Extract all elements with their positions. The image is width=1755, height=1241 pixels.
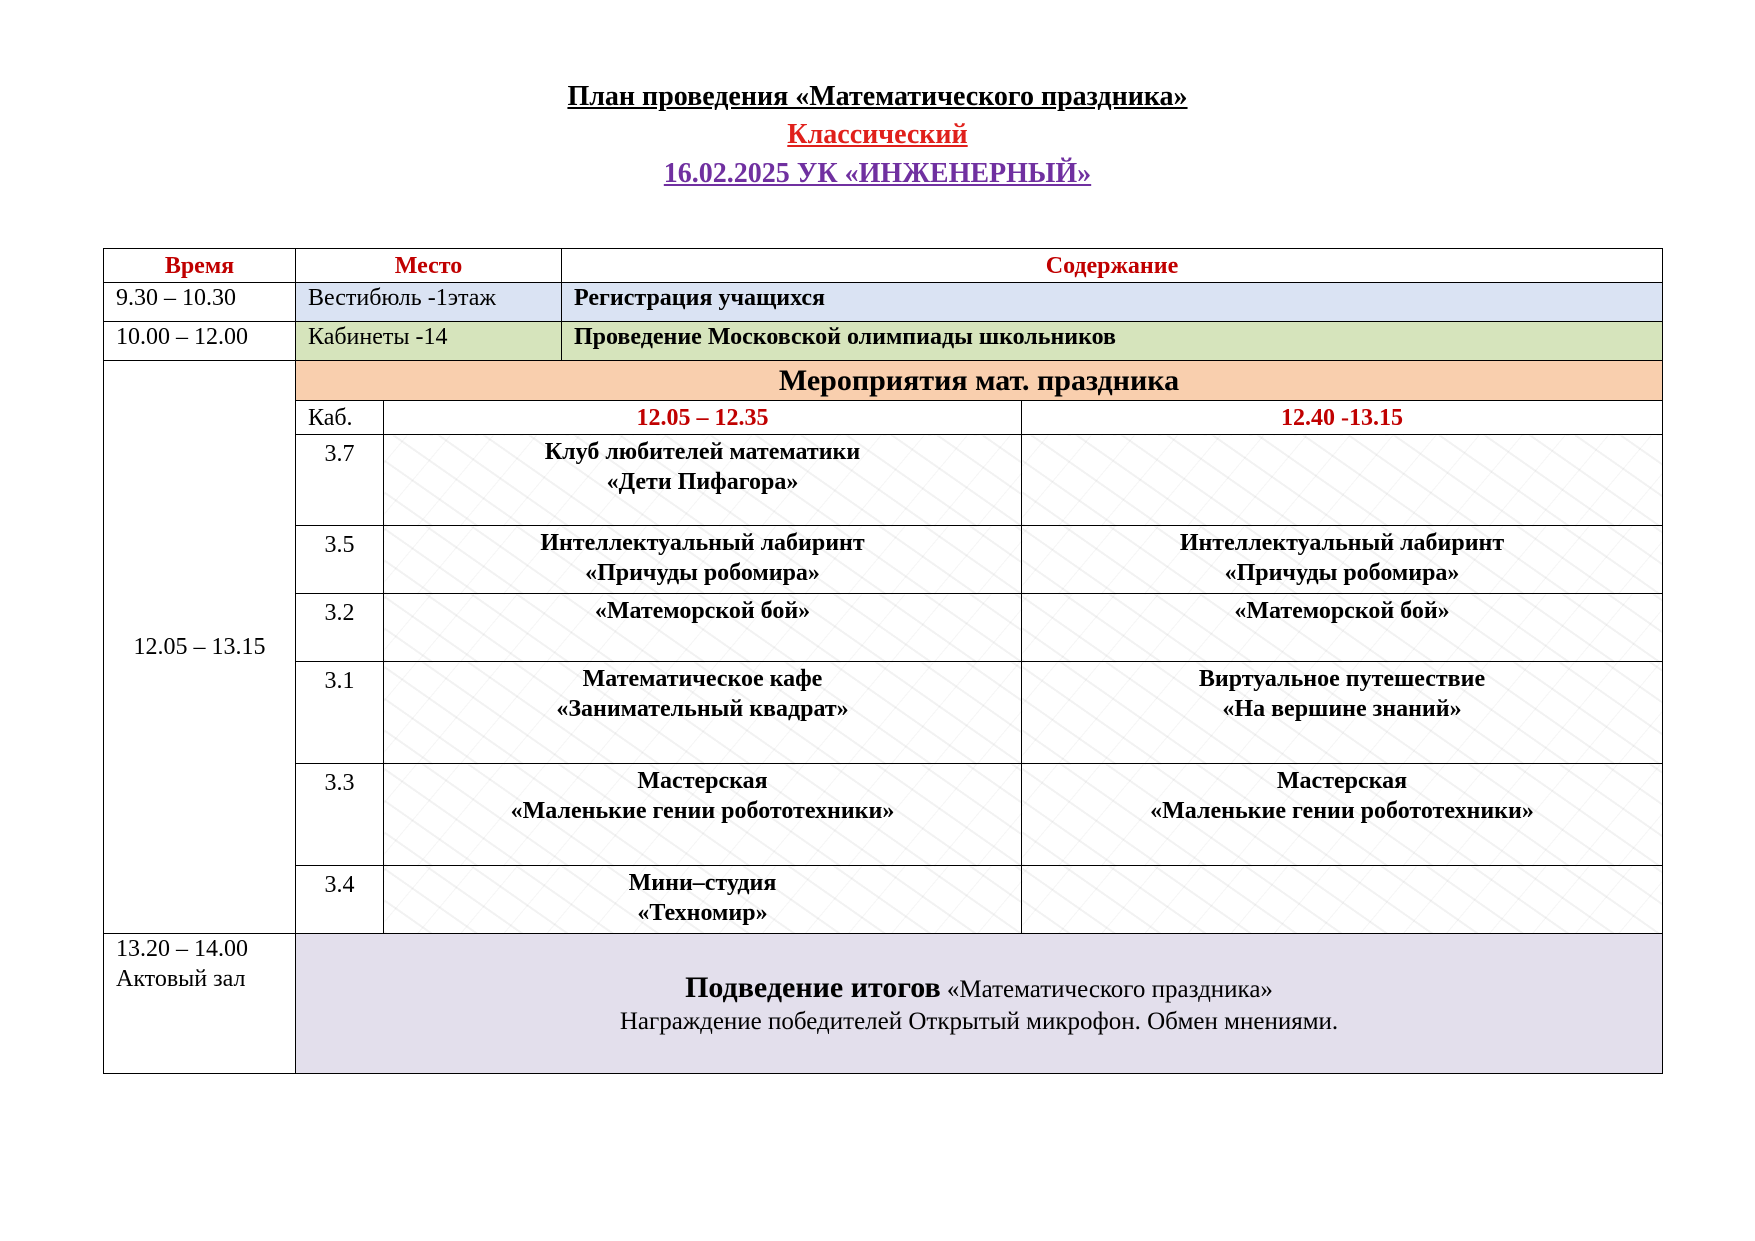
row-place: Кабинеты -14 [296,322,562,361]
event-title: Интеллектуальный лабиринт [1179,530,1505,556]
event-title: Мастерская [1276,768,1408,794]
event-slot2 [1022,764,1663,866]
room-header: Каб. [296,401,384,435]
header-place: Место [296,249,562,283]
room-number: 3.7 [296,435,384,526]
event-row [104,594,1663,662]
events-time: 12.05 – 13.15 [104,361,296,934]
document-header [0,78,1755,194]
event-row [104,662,1663,764]
row-time: 9.30 – 10.30 [104,283,296,322]
summary-title-rest: «Математического праздника» [940,975,1273,1003]
event-row [104,764,1663,866]
summary-content [296,934,1663,1074]
event-subtitle: «Причуды робомира» [1224,560,1460,586]
event-subtitle: «Маленькие гении робототехники» [510,798,895,824]
header-content: Содержание [562,249,1663,283]
events-section-title: Мероприятия мат. праздника [296,361,1663,401]
event-row [104,526,1663,594]
summary-title: Подведение итогов [685,970,941,1004]
events-slot-header-row [104,401,1663,435]
event-subtitle: «На вершине знаний» [1222,696,1462,722]
event-title: Клуб любителей математики [544,439,861,465]
event-subtitle: «Маленькие гении робототехники» [1150,798,1534,824]
event-title: Виртуальное путешествие [1198,666,1486,692]
room-number: 3.5 [296,526,384,594]
event-subtitle: «Причуды робомира» [585,560,820,586]
event-slot2 [1022,526,1663,594]
row-time: 10.00 – 12.00 [104,322,296,361]
table-header-row [104,249,1663,283]
event-title: Мастерская [637,768,768,794]
summary-time: 13.20 – 14.00 [116,936,248,962]
document-date-venue: 16.02.2025 УК «ИНЖЕНЕРНЫЙ» [663,158,1092,189]
slot2-header: 12.40 -13.15 [1022,401,1663,435]
room-number: 3.4 [296,866,384,934]
summary-time-place [104,934,296,1074]
summary-row [104,934,1663,1074]
event-subtitle: «Занимательный квадрат» [556,696,849,722]
event-title: «Матеморской бой» [1234,598,1450,624]
event-slot1 [384,526,1022,594]
event-slot2 [1022,594,1663,662]
event-row [104,435,1663,526]
slot1-header: 12.05 – 12.35 [384,401,1022,435]
event-slot1 [384,435,1022,526]
summary-details: Награждение победителей Открытый микрофон. Обмен мнениями. [619,1007,1339,1035]
event-slot1 [384,866,1022,934]
header-time: Время [104,249,296,283]
events-section-row [104,361,1663,401]
event-slot2 [1022,662,1663,764]
event-title: Математическое кафе [582,666,823,692]
event-title: Мини–студия [628,870,777,896]
event-subtitle: «Техномир» [637,900,768,926]
event-slot1 [384,662,1022,764]
room-number: 3.1 [296,662,384,764]
event-slot2 [1022,435,1663,526]
table-row [104,283,1663,322]
event-row [104,866,1663,934]
row-content: Регистрация учащихся [562,283,1663,322]
document-title: План проведения «Математического праздника» [567,81,1188,112]
event-slot1 [384,594,1022,662]
table-row [104,322,1663,361]
schedule-table [103,248,1663,1074]
row-place: Вестибюль -1этаж [296,283,562,322]
document-subtitle: Классический [787,119,968,150]
room-number: 3.2 [296,594,384,662]
room-number: 3.3 [296,764,384,866]
summary-place: Актовый зал [116,966,246,992]
event-subtitle: «Дети Пифагора» [606,469,799,495]
row-content: Проведение Московской олимпиады школьников [562,322,1663,361]
event-title: Интеллектуальный лабиринт [540,530,865,556]
event-slot1 [384,764,1022,866]
event-slot2 [1022,866,1663,934]
event-title: «Матеморской бой» [594,598,811,624]
